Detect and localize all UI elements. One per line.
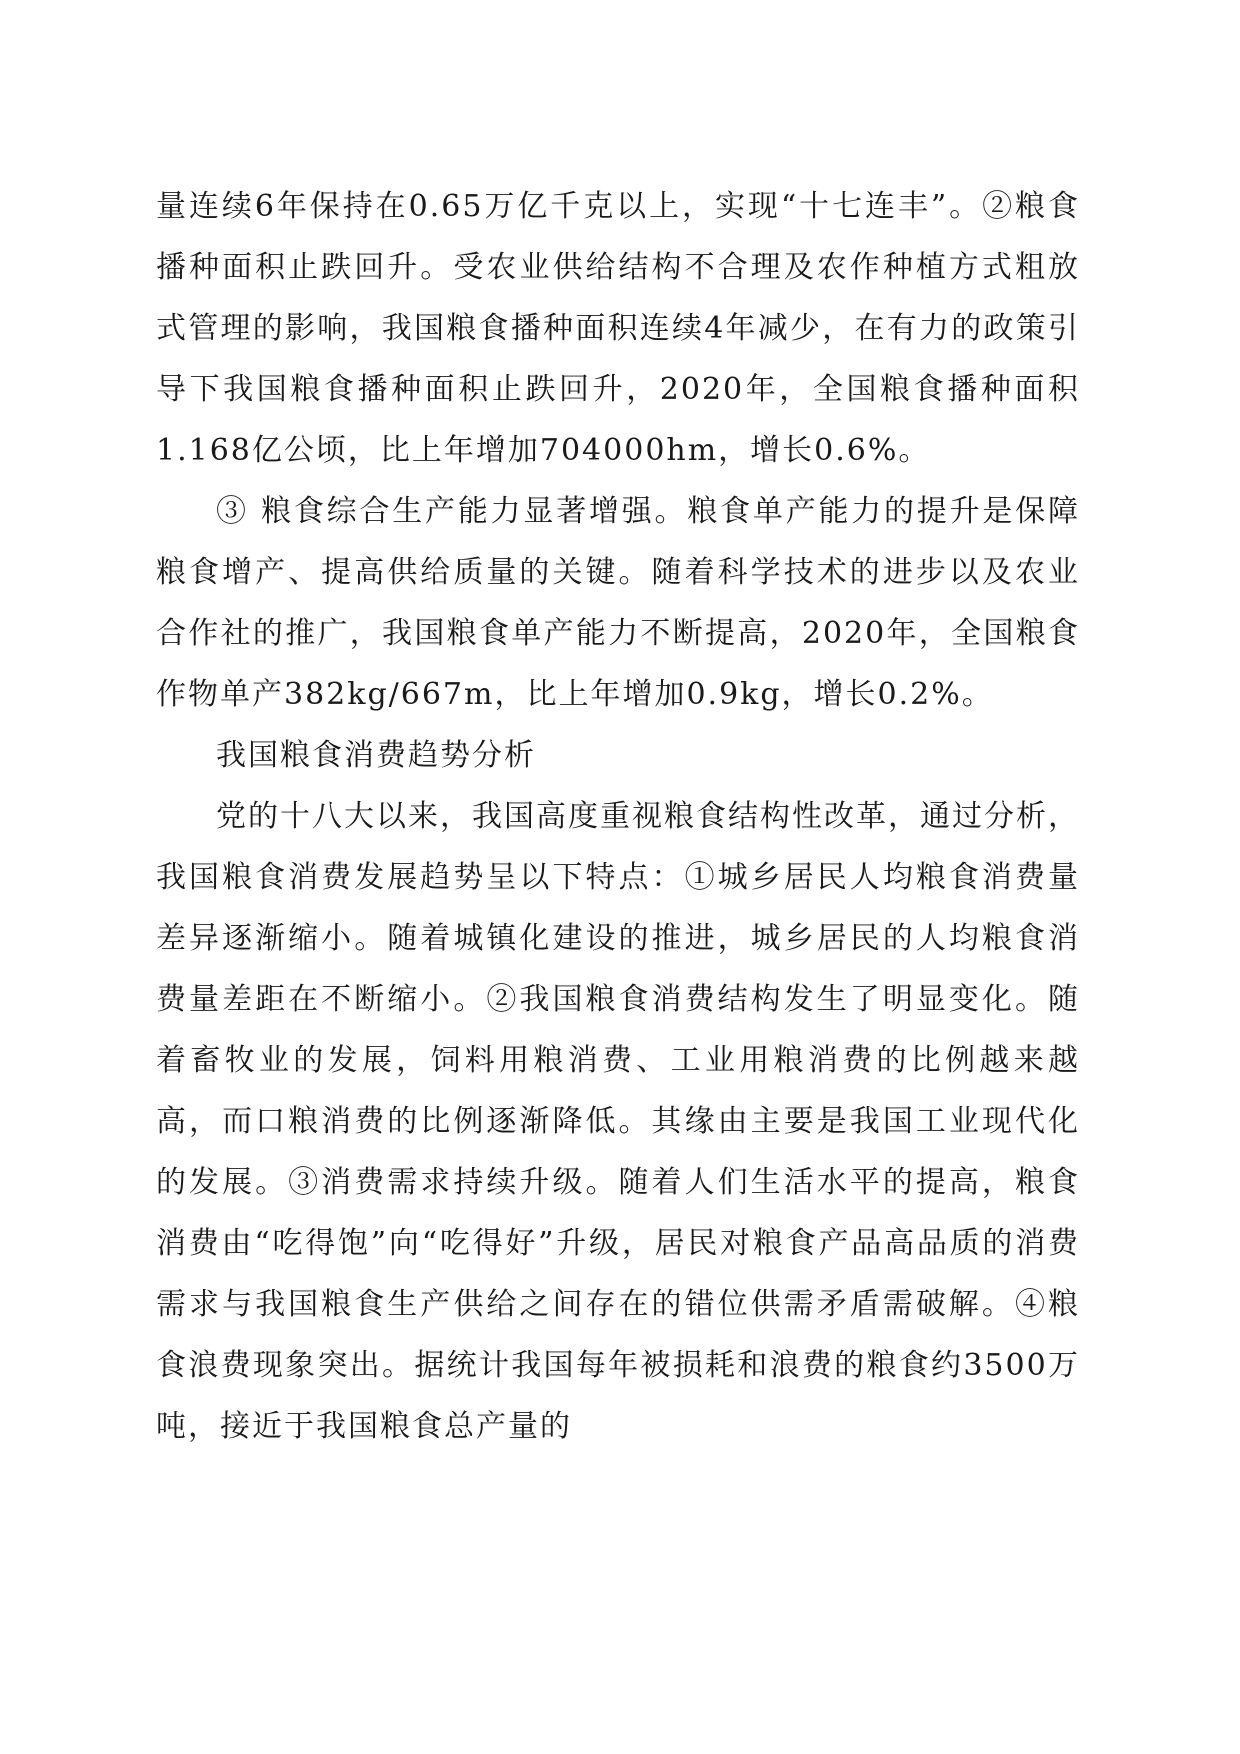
paragraph-grain-capacity: ③ 粮食综合生产能力显著增强。粮食单产能力的提升是保障粮食增产、提高供给质量的关键。随着科学技术的进步以及农业合作社的推广，我国粮食单产能力不断提高，2020年，全国粮食作物单产382kg/667m，比上年增加0.9kg，增长0.2%。 bbox=[156, 494, 1080, 712]
section-heading-consumption-trend: 我国粮食消费趋势分析 bbox=[216, 738, 536, 773]
paragraph-continued: 量连续6年保持在0.65万亿千克以上，实现“十七连丰”。②粮食播种面积止跌回升。受农业供给结构不合理及农作种植方式粗放式管理的影响，我国粮食播种面积连续4年减少，在有力的政策引导下我国粮食播种面积止跌回升，2020年，全国粮食播种面积1.168亿公顷，比上年增加704000hm，增长0.6%。 bbox=[156, 189, 1080, 468]
paragraph-consumption-features: 党的十八大以来，我国高度重视粮食结构性改革，通过分析，我国粮食消费发展趋势呈以下特点：①城乡居民人均粮食消费量差异逐渐缩小。随着城镇化建设的推进，城乡居民的人均粮食消费量差距在不断缩小。②我国粮食消费结构发生了明显变化。随着畜牧业的发展，饲料用粮消费、工业用粮消费的比例越来越高，而口粮消费的比例逐渐降低。其缘由主要是我国工业现代化的发展。③消费需求持续升级。随着人们生活水平的提高，粮食消费由“吃得饱”向“吃得好”升级，居民对粮食产品高品质的消费需求与我国粮食生产供给之间存在的错位供需矛盾需破解。④粮食浪费现象突出。据统计我国每年被损耗和浪费的粮食约3500万吨，接近于我国粮食总产量的 bbox=[156, 799, 1080, 1444]
document-body bbox=[156, 176, 1080, 1457]
